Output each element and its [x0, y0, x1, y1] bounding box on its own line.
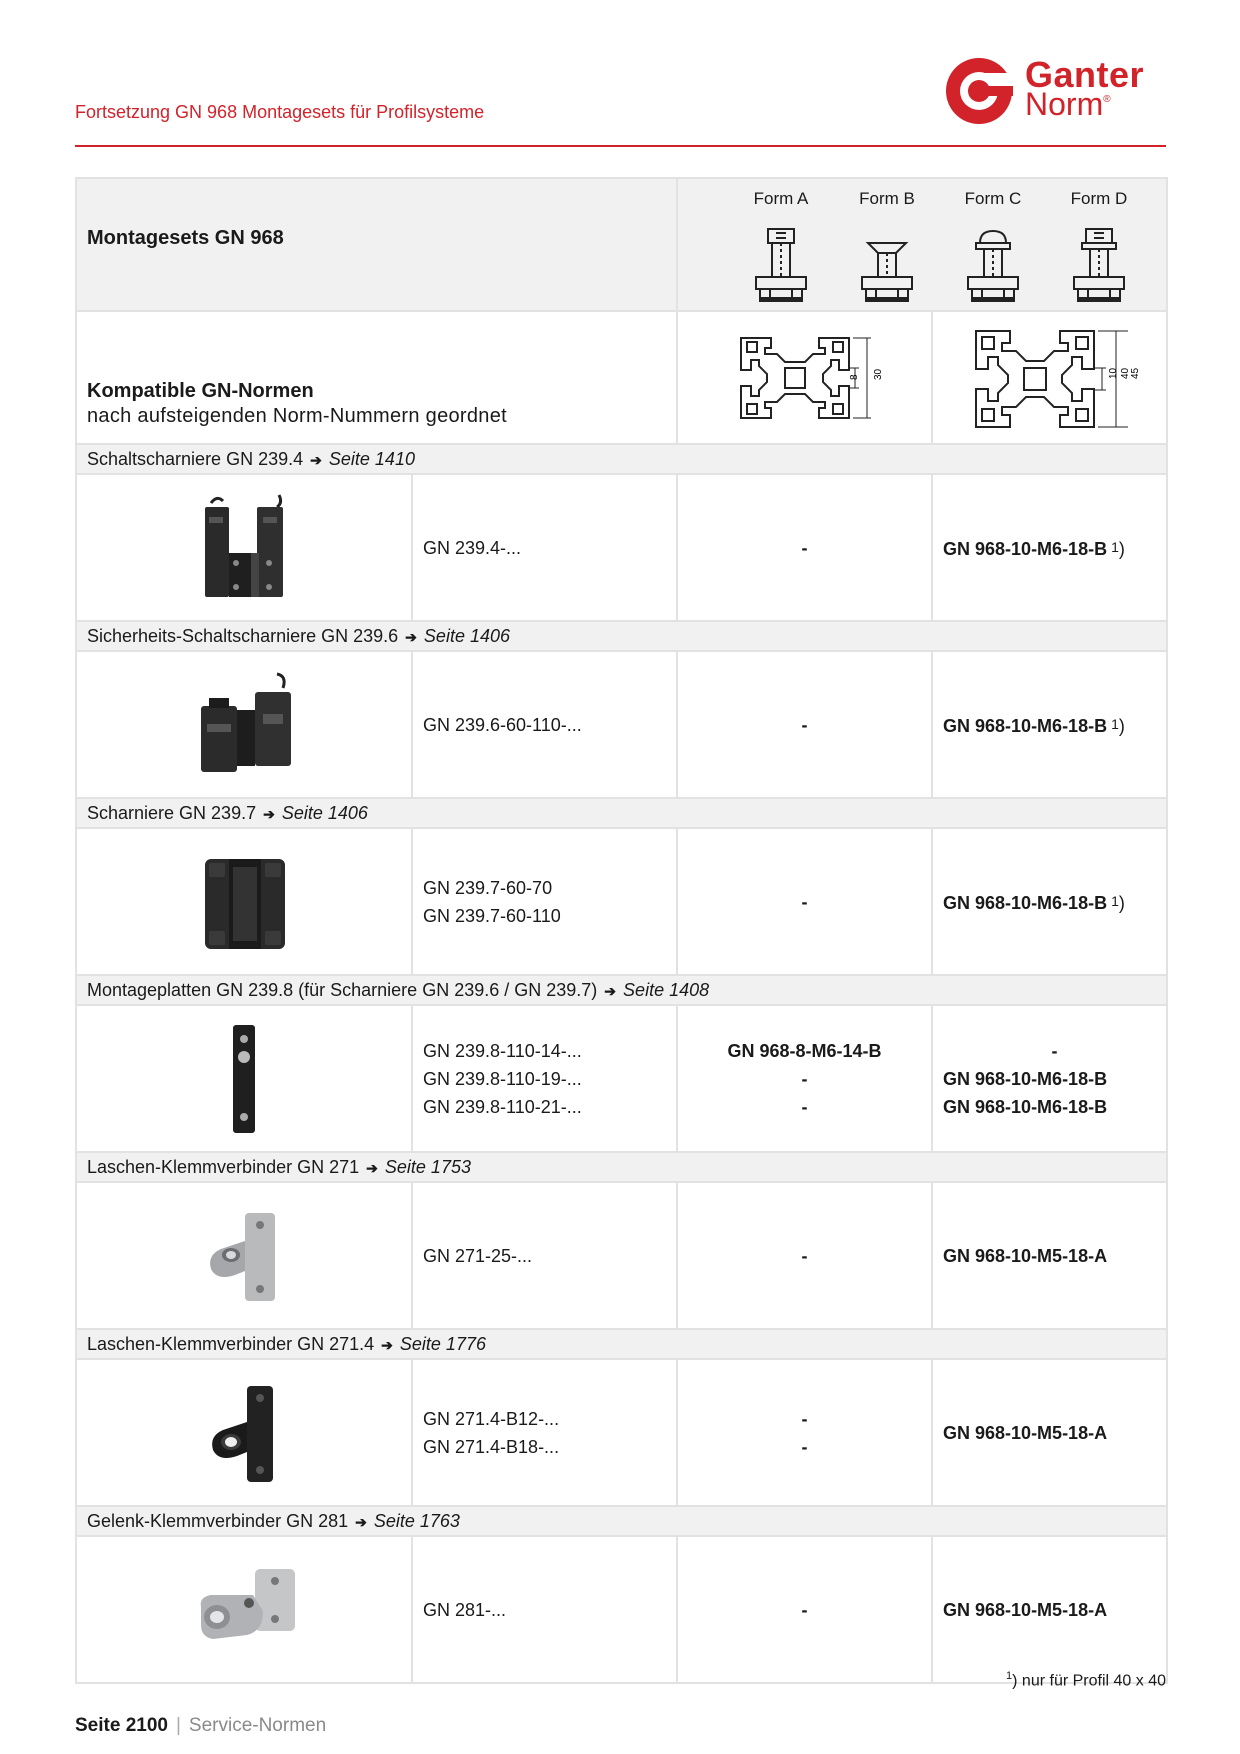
form-a: [728, 185, 834, 305]
form-c: [940, 185, 1046, 305]
form-c-label: Form C: [964, 188, 1022, 208]
table-row: [76, 1182, 1167, 1329]
table-row: GN 239.6-60-110-... - GN 968-10-M6-18-B 1): [76, 651, 1167, 798]
logo-word-norm: Norm®: [1025, 86, 1111, 122]
article-number: GN 239.8-110-19-...: [423, 1068, 582, 1089]
compatibility-table: [75, 177, 1168, 1684]
section-page-link[interactable]: Seite 1408: [623, 979, 710, 1000]
page-footer: [75, 1715, 326, 1737]
logo-word-ganter: Ganter: [1025, 54, 1145, 95]
footnote-ref: 1: [1111, 715, 1119, 732]
table-title: Montagesets GN 968: [87, 227, 284, 249]
profile-30-value: -: [801, 1245, 808, 1266]
header-rule: [75, 145, 1166, 147]
form-c-icon: [962, 227, 1024, 305]
switch-hinge-product-image: [179, 493, 309, 603]
article-number: GN 271.4-B18-...: [423, 1436, 560, 1457]
profile-30-value: -: [801, 1408, 808, 1429]
section-page-link[interactable]: Seite 1410: [328, 448, 415, 469]
table-row: [76, 1536, 1167, 1683]
section-page-link[interactable]: Seite 1753: [384, 1156, 471, 1177]
profile-40-dim-10: 10: [1107, 367, 1119, 379]
mounting-plate-product-image: [179, 1021, 309, 1137]
profile-40-dim-45: 45: [1129, 367, 1141, 379]
profile-30-value: -: [801, 891, 808, 912]
profile-40-value: GN 968-10-M6-18-B: [943, 1068, 1108, 1089]
profile-40-value: GN 968-10-M6-18-B: [943, 538, 1108, 559]
compat-subtitle: nach aufsteigenden Norm-Nummern geordnet: [87, 404, 507, 427]
form-d-icon: [1068, 227, 1130, 305]
section-header-row: [76, 1152, 1167, 1182]
profile-30-value: -: [801, 1436, 808, 1457]
profile-40-value: GN 968-10-M5-18-A: [943, 1422, 1108, 1443]
arrow-right-icon: ➔: [355, 1513, 367, 1530]
table-row: GN 239.7-60-70 GN 239.7-60-110 - GN 968-10-M6-18-B 1): [76, 828, 1167, 975]
section-title: Sicherheits-Schaltscharniere GN 239.6: [87, 625, 399, 646]
profile-30-drawing: [735, 330, 884, 426]
compat-title: Kompatible GN-Normen: [87, 379, 314, 402]
profile-30-value: -: [801, 537, 808, 558]
profile-40-value: GN 968-10-M6-18-B: [943, 892, 1108, 913]
profile-30-value: -: [801, 1096, 808, 1117]
section-page-link[interactable]: Seite 1776: [399, 1333, 486, 1354]
section-header-row: [76, 621, 1167, 651]
swivel-clamp-connector-product-image: [179, 1555, 309, 1665]
table-row: [76, 1005, 1167, 1152]
section-header-row: [76, 975, 1167, 1005]
arrow-right-icon: ➔: [604, 982, 617, 999]
section-page-link[interactable]: Seite 1406: [281, 802, 368, 823]
form-variants: [678, 185, 1152, 305]
form-d-label: Form D: [1070, 188, 1128, 208]
profile-40-drawing: [970, 325, 1141, 431]
arrow-right-icon: ➔: [381, 1336, 393, 1353]
form-a-label: Form A: [753, 188, 809, 208]
flanged-clamp-connector-black-product-image: [179, 1378, 309, 1488]
hinge-product-image: [179, 847, 309, 957]
article-number: GN 239.7-60-110: [423, 905, 561, 926]
profile-40-value: -: [1051, 1040, 1058, 1061]
form-b: [834, 185, 940, 305]
article-number: GN 239.8-110-14-...: [423, 1040, 582, 1061]
profile-30-dim-8: 8: [848, 373, 860, 380]
page-number: Seite 2100: [75, 1715, 168, 1736]
article-number: GN 281-...: [423, 1599, 507, 1620]
section-page-link[interactable]: Seite 1763: [373, 1510, 460, 1531]
article-number: GN 271-25-...: [423, 1245, 533, 1266]
profile-40-value: GN 968-10-M5-18-A: [943, 1599, 1108, 1620]
flanged-clamp-connector-product-image: [179, 1201, 309, 1311]
profile-30-value: GN 968-8-M6-14-B: [727, 1040, 882, 1061]
table-row: GN 239.4-... - GN 968-10-M6-18-B 1): [76, 474, 1167, 621]
form-a-icon: [750, 227, 812, 305]
article-number: GN 239.6-60-110-...: [423, 714, 582, 735]
form-b-icon: [856, 227, 918, 305]
profile-30-value: -: [801, 1068, 808, 1089]
profile-40-value: GN 968-10-M6-18-B: [943, 1096, 1108, 1117]
footnote: $^1$) nur für Profil 40 x 40: [1006, 1670, 1166, 1690]
footer-section: Service-Normen: [188, 1715, 327, 1736]
footer-separator: |: [175, 1715, 181, 1736]
section-title: Laschen-Klemmverbinder GN 271.4: [87, 1333, 375, 1354]
arrow-right-icon: ➔: [310, 451, 322, 468]
compat-header-row: [76, 311, 1167, 444]
section-title: Gelenk-Klemmverbinder GN 281: [87, 1510, 349, 1531]
section-header-row: [76, 798, 1167, 828]
section-title: Schaltscharniere GN 239.4: [87, 448, 304, 469]
ganter-logo-icon: [943, 55, 1015, 127]
profile-30-value: -: [801, 714, 808, 735]
ganter-norm-logo: [943, 52, 1168, 132]
article-number: GN 239.8-110-21-...: [423, 1096, 582, 1117]
arrow-right-icon: ➔: [263, 805, 275, 822]
safety-switch-hinge-product-image: [179, 670, 309, 780]
profile-40-dim-40: 40: [1119, 367, 1131, 379]
profile-30-dim-30: 30: [872, 368, 884, 380]
form-b-label: Form B: [859, 188, 915, 208]
profile-40-value: GN 968-10-M5-18-A: [943, 1245, 1108, 1266]
article-number: GN 239.4-...: [423, 537, 522, 558]
profile-30-value: -: [801, 1599, 808, 1620]
arrow-right-icon: ➔: [405, 628, 417, 645]
section-title: Montageplatten GN 239.8 (für Scharniere GN 239.6 / GN 239.7): [87, 979, 598, 1000]
table-row: [76, 1359, 1167, 1506]
profile-40-value: GN 968-10-M6-18-B: [943, 715, 1108, 736]
section-page-link[interactable]: Seite 1406: [423, 625, 510, 646]
section-title: Laschen-Klemmverbinder GN 271: [87, 1156, 360, 1177]
article-number: GN 239.7-60-70: [423, 877, 553, 898]
form-d: [1046, 185, 1152, 305]
section-header-row: [76, 444, 1167, 474]
section-header-row: [76, 1506, 1167, 1536]
footnote-ref: 1: [1111, 892, 1119, 909]
section-header-row: [76, 1329, 1167, 1359]
footnote-ref: 1: [1111, 538, 1119, 555]
article-number: GN 271.4-B12-...: [423, 1408, 560, 1429]
continuation-heading: Fortsetzung GN 968 Montagesets für Profilsysteme: [75, 102, 485, 122]
arrow-right-icon: ➔: [366, 1159, 378, 1176]
section-title: Scharniere GN 239.7: [87, 802, 257, 823]
table-header-row: [76, 178, 1167, 311]
